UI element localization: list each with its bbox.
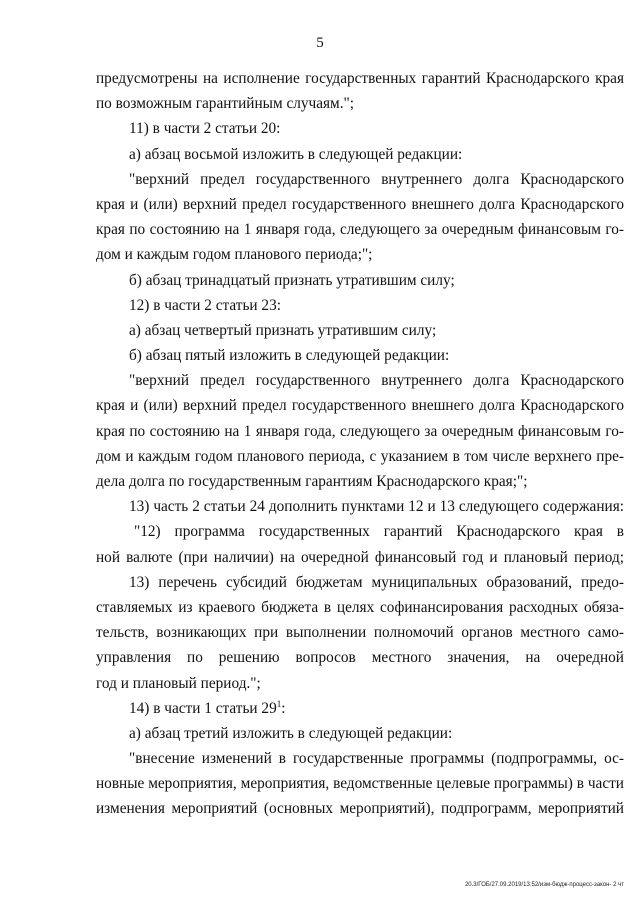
text-line: края по состоянию на 1 января года, следующего за очередным финансовым го- [96, 422, 624, 440]
text-line: управления по решению вопросов местного значения, на очередной [96, 649, 624, 667]
text-line [96, 696, 624, 721]
text-line-tail: : [281, 699, 286, 717]
text-line: дом и каждым годом планового периода, с указанием в том числе верхнего пре- [96, 447, 624, 465]
text-line: 13) перечень субсидий бюджетам муниципальных образований, предо- [129, 573, 624, 591]
text-line: ставляемых из краевого бюджета в целях софинансирования расходных обяза- [96, 598, 624, 616]
text-line: 11) в части 2 статьи 20: [129, 120, 281, 138]
footer-code: 20.3/ГОБ/27.09.2019/13:52/изм-бюдж-процесс-закон- 2 чт [464, 882, 624, 888]
text-line-main: 14) в части 1 статьи 29 [129, 699, 277, 717]
text-line: изменения мероприятий (основных мероприятий), подпрограмм, мероприятий [96, 800, 624, 818]
text-line: а) абзац четвертый признать утратившим силу; [129, 321, 437, 339]
text-line: 12) в части 2 статьи 23: [129, 296, 281, 314]
text-line: края и (или) верхний предел государственного внешнего долга Краснодарского [96, 195, 624, 213]
text-line: новные мероприятия, мероприятия, ведомственные целевые программы) в части [96, 775, 624, 793]
text-line: "верхний предел государственного внутреннего долга Краснодарского [129, 372, 624, 390]
text-line: б) абзац тринадцатый признать утратившим силу; [129, 271, 455, 289]
text-line: а) абзац третий изложить в следующей редакции: [129, 724, 453, 742]
text-line: б) абзац пятый изложить в следующей редакции: [129, 347, 450, 365]
text-line: "12) программа государственных гарантий Краснодарского края в [134, 523, 624, 541]
text-line: края и (или) верхний предел государственного внешнего долга Краснодарского [96, 397, 624, 415]
text-line: по возможным гарантийным случаям."; [96, 95, 355, 113]
text-line: ной валюте (при наличии) на очередной финансовый год и плановый период; [96, 548, 624, 566]
text-line: предусмотрены на исполнение государственных гарантий Краснодарского края [96, 70, 624, 87]
document-body [96, 66, 624, 822]
text-line: тельств, возникающих при выполнении полномочий органов местного само- [96, 624, 624, 642]
superscript: 1 [276, 698, 282, 709]
page-number: 5 [316, 35, 324, 51]
text-line: дом и каждым годом планового периода;"; [96, 246, 373, 264]
text-line: а) абзац восьмой изложить в следующей редакции: [129, 145, 463, 163]
text-line: "верхний предел государственного внутреннего долга Краснодарского [129, 170, 624, 188]
text-line: дела долга по государственным гарантиям Краснодарского края;"; [96, 473, 528, 490]
text-line: "внесение изменений в государственные программы (подпрограммы, ос- [129, 750, 624, 768]
text-line: год и плановый период."; [96, 674, 261, 692]
text-line: 13) часть 2 статьи 24 дополнить пунктами 12 и 13 следующего содержания: [129, 498, 624, 516]
text-line: края по состоянию на 1 января года, следующего за очередным финансовым го- [96, 221, 624, 239]
